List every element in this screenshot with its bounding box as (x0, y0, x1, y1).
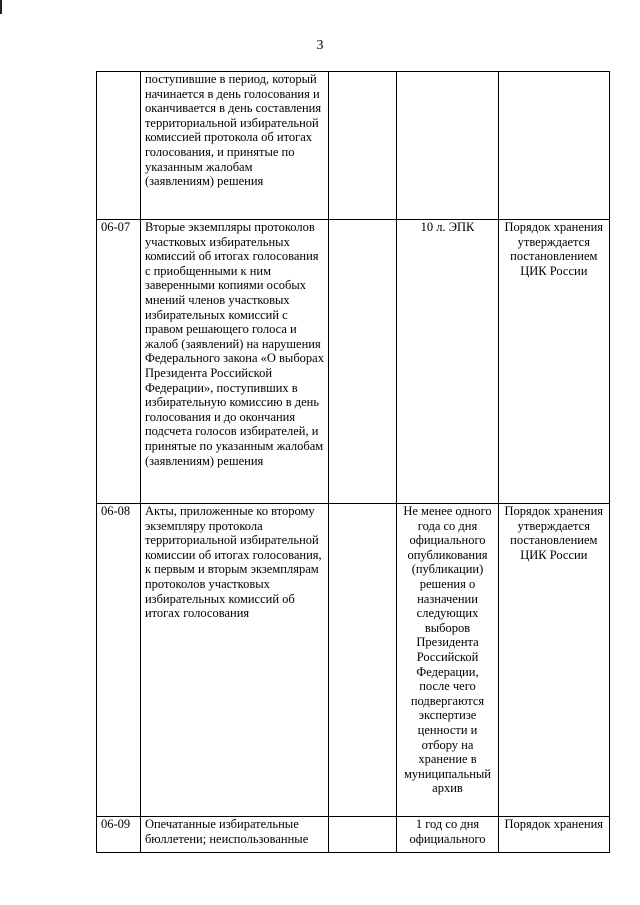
empty-cell (328, 504, 396, 817)
row-title: Опечатанные избирательные бюллетени; неиспользованные (140, 817, 328, 853)
row-period (397, 72, 498, 220)
row-note: Порядок хранения (498, 817, 609, 853)
table-row (97, 504, 610, 817)
page-number: 3 (316, 38, 324, 53)
row-title: поступившие в период, который начинается в день голосования и оканчивается в день составления территориальной избирательной комиссией протокола об итогах голосования, и принятые по указанным жалобам (заявлениям) решения (140, 72, 328, 220)
empty-cell (328, 220, 396, 504)
empty-cell (328, 72, 396, 220)
row-title: Вторые экземпляры протоколов участковых избирательных комиссий об итогах голосования с приобщенными к ним заверенными копиями особых мнений членов участковых избирательных комиссий с правом решающего голоса и жалоб (заявлений) на нарушения Федерального закона «О выборах Президента Российской Федерации», поступивших в избирательную комиссию в день голосования и до окончания подсчета голосов избирателей, и принятые по указанным жалобам (заявлениям) решения (140, 220, 328, 504)
row-note (498, 72, 609, 220)
table-row (97, 220, 610, 504)
corner-mark (0, 0, 10, 14)
row-period: 10 л. ЭПК (397, 220, 498, 504)
row-title: Акты, приложенные ко второму экземпляру протокола территориальной избирательной комиссии об итогах голосования, к первым и вторым экземплярам протоколов участковых избирательных комиссий об итогах голосования (140, 504, 328, 817)
row-code: 06-08 (97, 504, 141, 817)
row-code (97, 72, 141, 220)
table-row (97, 817, 610, 853)
records-table (96, 71, 610, 853)
row-note: Порядок хранения утверждается постановлением ЦИК России (498, 504, 609, 817)
row-code: 06-07 (97, 220, 141, 504)
empty-cell (328, 817, 396, 853)
row-code: 06-09 (97, 817, 141, 853)
table-row (97, 72, 610, 220)
row-note: Порядок хранения утверждается постановлением ЦИК России (498, 220, 609, 504)
row-period: Не менее одного года со дня официального опубликования (публикации) решения о назначении следующих выборов Президента Российской Федерации, после чего подвергаются экспертизе ценности и отбору на хранение в муниципальный архив (397, 504, 498, 817)
row-period: 1 год со дня официального (397, 817, 498, 853)
